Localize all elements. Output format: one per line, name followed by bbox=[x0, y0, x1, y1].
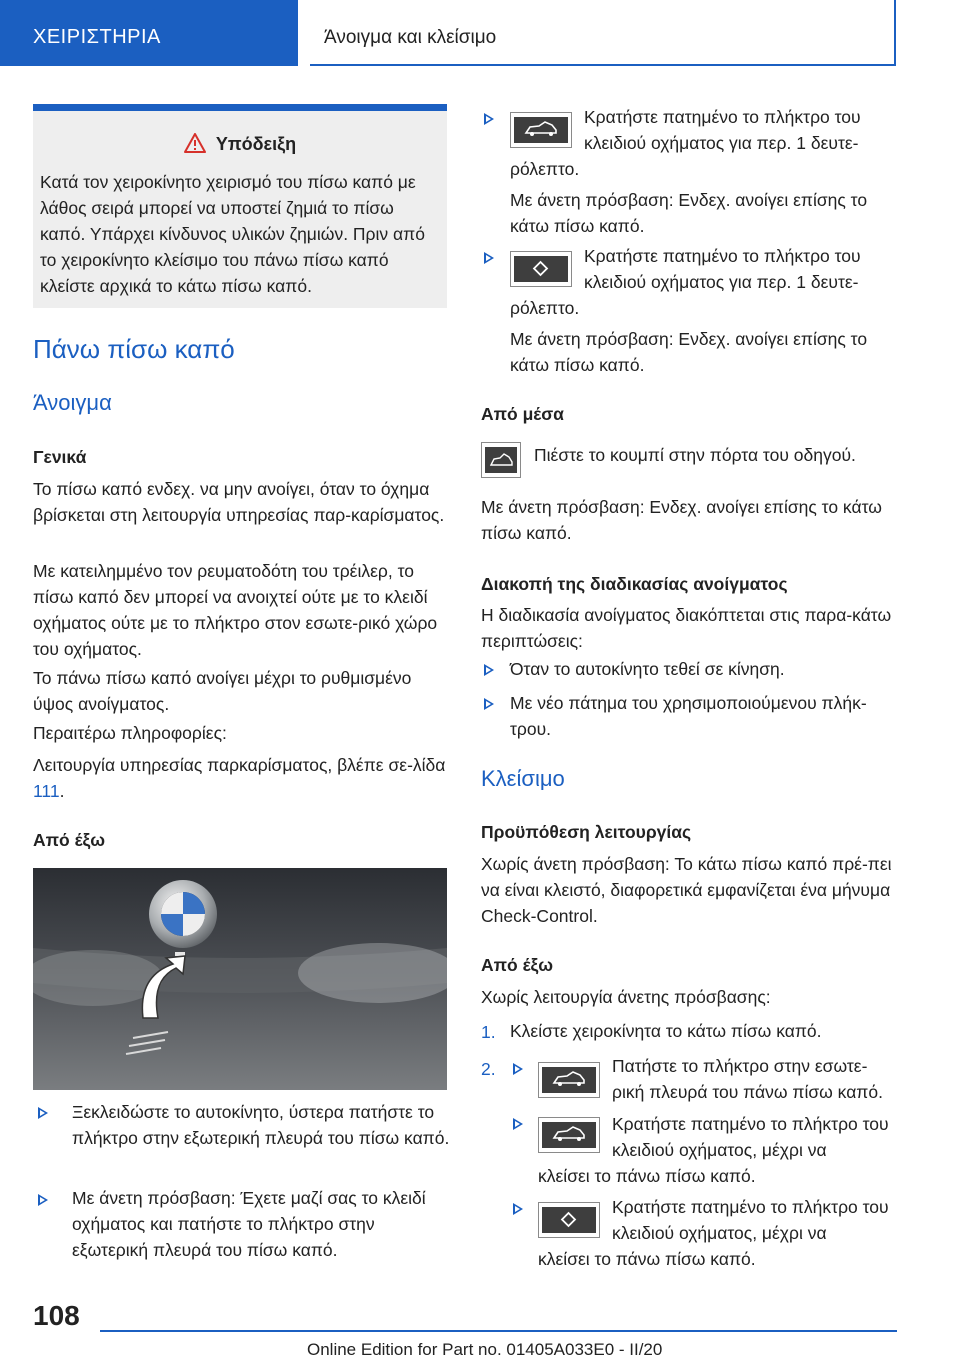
paragraph: Περαιτέρω πληροφορίες: bbox=[33, 723, 227, 743]
step-text: Κλείστε χειροκίνητα το κάτω πίσω καπό. bbox=[510, 1021, 822, 1041]
list-item-cont: ρόλεπτο. bbox=[510, 298, 580, 318]
warning-box bbox=[33, 104, 447, 308]
closing-heading: Κλείσιμο bbox=[481, 766, 565, 791]
car-tailgate-icon bbox=[481, 442, 521, 478]
page-link[interactable]: 111 bbox=[33, 781, 60, 801]
section-title: ΧΕΙΡΙΣΤΗΡΙΑ bbox=[33, 26, 161, 48]
triangle-bullet-icon bbox=[484, 664, 494, 676]
note: Με άνετη πρόσβαση: Ενδεχ. ανοίγει επίσης το κάτω πίσω καπό. bbox=[510, 329, 868, 375]
car-tailgate-icon bbox=[538, 1062, 600, 1098]
step-number: 1. bbox=[481, 1022, 496, 1042]
general-heading: Γενικά bbox=[33, 447, 87, 467]
interrupt-heading: Διακοπή της διαδικασίας ανοίγματος bbox=[481, 574, 788, 594]
triangle-bullet-icon bbox=[484, 113, 494, 125]
list-item: Πατήστε το πλήκτρο στην εσωτε-ρική πλευρά του πάνω πίσω καπό. bbox=[612, 1056, 883, 1102]
list-item: Με νέο πάτημα του χρησιμοποιούμενου πλήκ-τρου. bbox=[510, 693, 867, 739]
warning-text: Κατά τον χειροκίνητο χειρισμό του πίσω καπό με λάθος σειρά μπορεί να υποστεί ζημιά το πίσω καπό. Υπάρχει κίνδυνος υλικών ζημιών. Πριν από το χειροκίνητο κλείσιμο του πάνω πίσω καπό κλείστε αρχικά το κάτω πίσω καπό. bbox=[40, 172, 425, 296]
note: Με άνετη πρόσβαση: Ενδεχ. ανοίγει επίσης το κάτω πίσω καπό. bbox=[510, 190, 868, 236]
section-heading: Πάνω πίσω καπό bbox=[33, 334, 235, 364]
prereq-heading: Προϋπόθεση λειτουργίας bbox=[481, 822, 692, 842]
list-item-cont: ρόλεπτο. bbox=[510, 159, 580, 179]
paragraph: Το πίσω καπό ενδεχ. να μην ανοίγει, όταν το όχημα βρίσκεται στη λειτουργία υπηρεσίας παρ-καρίσματος. bbox=[33, 479, 445, 525]
list-item: Κρατήστε πατημένο το πλήκτρο του κλειδιού οχήματος, μέχρι να bbox=[612, 1197, 889, 1243]
triangle-bullet-icon bbox=[484, 698, 494, 710]
footer-divider bbox=[100, 1330, 897, 1332]
paragraph: Χωρίς λειτουργία άνετης πρόσβασης: bbox=[481, 987, 771, 1007]
car-tailgate-icon bbox=[538, 1117, 600, 1153]
outside-closing-heading: Από έξω bbox=[481, 955, 554, 975]
paragraph: Το πάνω πίσω καπό ανοίγει μέχρι το ρυθμισμένο ύψος ανοίγματος. bbox=[33, 668, 412, 714]
triangle-bullet-icon bbox=[513, 1203, 523, 1215]
paragraph: Με κατειλημμένο τον ρευματοδότη του τρέιλερ, το πίσω καπό δεν μπορεί να ανοιχτεί ούτε με το κλειδί οχήματος ούτε με το πλήκτρο στον εσωτε-ρικό χώρο του οχήματος. bbox=[33, 561, 438, 659]
tailgate-photo bbox=[33, 868, 447, 1090]
inside-heading: Από μέσα bbox=[481, 404, 564, 424]
triangle-bullet-icon bbox=[513, 1118, 523, 1130]
list-item: Κρατήστε πατημένο το πλήκτρο του κλειδιού οχήματος, μέχρι να bbox=[612, 1114, 889, 1160]
diamond-icon bbox=[538, 1202, 600, 1238]
section-tab bbox=[0, 0, 298, 66]
triangle-bullet-icon bbox=[38, 1194, 48, 1206]
triangle-bullet-icon bbox=[38, 1107, 48, 1119]
diamond-icon bbox=[510, 251, 572, 287]
triangle-bullet-icon bbox=[484, 252, 494, 264]
outside-heading: Από έξω bbox=[33, 830, 106, 850]
page-number: 108 bbox=[33, 1300, 80, 1331]
chapter-header bbox=[310, 0, 896, 66]
paragraph: Πιέστε το κουμπί στην πόρτα του οδηγού. bbox=[534, 445, 856, 465]
list-item-cont: κλείσει το πάνω πίσω καπό. bbox=[538, 1166, 756, 1186]
paragraph: Λειτουργία υπηρεσίας παρκαρίσματος, βλέπε σε-λίδα 111. bbox=[33, 755, 446, 801]
paragraph: Η διαδικασία ανοίγματος διακόπτεται στις παρα-κάτω περιπτώσεις: bbox=[481, 605, 892, 651]
step-number: 2. bbox=[481, 1059, 496, 1079]
warning-title: Υπόδειξη bbox=[215, 134, 297, 154]
car-tailgate-icon bbox=[510, 112, 572, 148]
warning-triangle-icon bbox=[184, 133, 206, 158]
subsection-heading: Άνοιγμα bbox=[33, 390, 112, 415]
triangle-bullet-icon bbox=[513, 1063, 523, 1075]
footer-edition: Online Edition for Part no. 01405A033E0 - II/20 bbox=[307, 1340, 663, 1359]
note: Με άνετη πρόσβαση: Ενδεχ. ανοίγει επίσης το κάτω πίσω καπό. bbox=[481, 497, 882, 543]
list-item: Κρατήστε πατημένο το πλήκτρο του κλειδιού οχήματος για περ. 1 δευτε- bbox=[584, 246, 861, 292]
chapter-title: Άνοιγμα και κλείσιμο bbox=[324, 27, 497, 48]
list-item: Όταν το αυτοκίνητο τεθεί σε κίνηση. bbox=[510, 659, 785, 679]
paragraph: Χωρίς άνετη πρόσβαση: Το κάτω πίσω καπό πρέ-πει να είναι κλειστό, διαφορετικά εμφανίζεται ένα μήνυμα Check-Control. bbox=[481, 854, 892, 926]
list-item-cont: κλείσει το πάνω πίσω καπό. bbox=[538, 1249, 756, 1269]
list-item: Ξεκλειδώστε το αυτοκίνητο, ύστερα πατήστε το πλήκτρο στην εξωτερική πλευρά του πίσω καπό. bbox=[72, 1102, 450, 1148]
list-item: Με άνετη πρόσβαση: Έχετε μαζί σας το κλειδί οχήματος και πατήστε το πλήκτρο στην εξωτερική πλευρά του πίσω καπό. bbox=[72, 1188, 426, 1260]
list-item: Κρατήστε πατημένο το πλήκτρο του κλειδιού οχήματος για περ. 1 δευτε- bbox=[584, 107, 861, 153]
